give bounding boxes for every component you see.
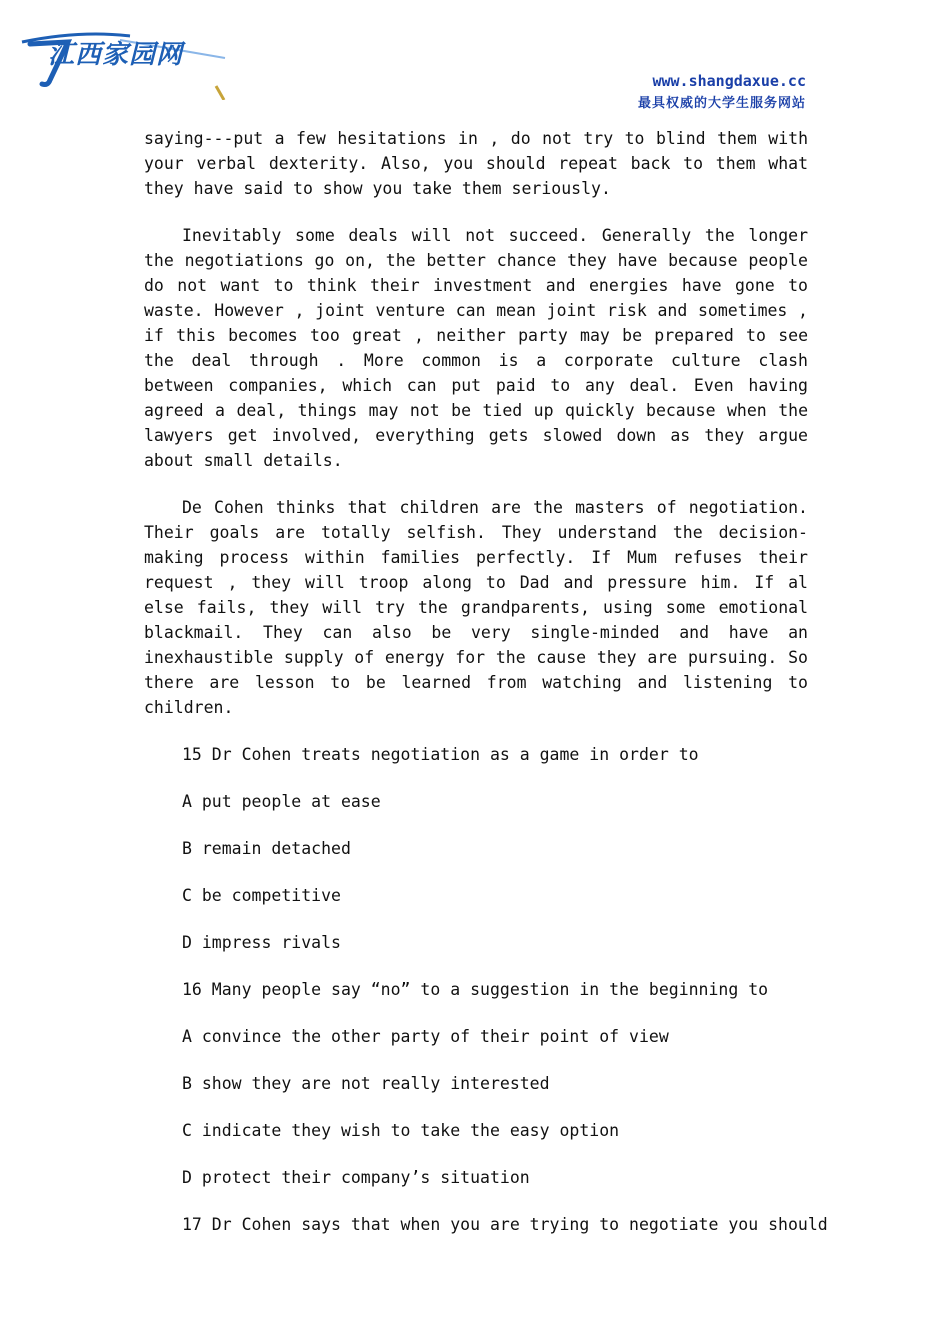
question-16-option-d: D protect their company’s situation [182, 1168, 530, 1187]
question-15-option-d: D impress rivals [182, 933, 341, 952]
paragraph: De Cohen thinks that children are the masters of negotiation. Their goals are totally selfish. They understand the decision-making process within families perfectly. If Mum refuses their request , they will troop along to Dad and pressure him. If al else fails, they will try the grandparents, using some emotional blackmail. They can also be very single-minded and have an inexhaustible supply of energy for the cause they are pursuing. So there are lesson to be learned from watching and listening to children. [144, 498, 808, 717]
question-17: 17 Dr Cohen says that when you are trying to negotiate you should [182, 1215, 828, 1234]
paragraph: Inevitably some deals will not succeed. Generally the longer the negotiations go on, the better chance they have because people do not want to think their investment and energies have gone to waste. However , joint venture can mean joint risk and sometimes , if this becomes too great , neither party may be prepared to see the deal through . More common is a corporate culture clash between companies, which can put paid to any deal. Even having agreed a deal, things may not be tied up quickly because when the lawyers get involved, everything gets slowed down as they argue about small details. [144, 226, 808, 470]
question-16-option-c: C indicate they wish to take the easy option [182, 1121, 620, 1140]
question-15: 15 Dr Cohen treats negotiation as a game in order to [182, 745, 699, 764]
question-16-option-b: B show they are not really interested [182, 1074, 550, 1093]
question-16: 16 Many people say “no” to a suggestion in the beginning to [182, 980, 769, 999]
logo-text: 江西家园网 [48, 40, 184, 70]
paragraph: saying---put a few hesitations in , do not try to blind them with your verbal dexterity. Also, you should repeat back to them what they have said to show you take them seriously. [144, 129, 808, 198]
site-url-link[interactable]: www.shangdaxue.cc [652, 72, 806, 90]
question-16-option-a: A convince the other party of their point of view [182, 1027, 669, 1046]
question-15-option-b: B remain detached [182, 839, 351, 858]
question-15-option-c: C be competitive [182, 886, 341, 905]
site-slogan: 最具权威的大学生服务网站 [637, 96, 806, 111]
question-15-option-a: A put people at ease [182, 792, 381, 811]
document-body [144, 126, 828, 1259]
